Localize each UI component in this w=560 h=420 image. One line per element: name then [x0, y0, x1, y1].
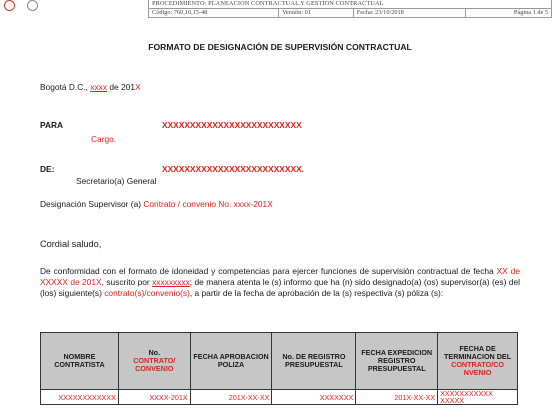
seal-icon — [4, 0, 15, 11]
date-day-placeholder: xxxx — [90, 82, 108, 92]
de-label: DE: — [40, 164, 55, 174]
table-header-row — [41, 333, 518, 390]
body-contract-placeholder: contrato(s)/convenio(s) — [104, 288, 190, 298]
designacion-value: Contrato / convenio No. xxxx-201X — [143, 199, 273, 209]
col-header-text: FECHA EXPEDICION REGISTRO PRESUPUESTAL — [361, 348, 433, 373]
col-header-red: CONTRATO/CO NVENIO — [451, 360, 504, 377]
de-cargo: Secretario(a) General — [76, 176, 157, 186]
para-cargo: Cargo. — [91, 134, 117, 144]
body-p1: De conformidad con el formato de idoneidad y competencias para ejercer funciones de supervisión contractual de fecha — [40, 266, 497, 276]
para-value: XXXXXXXXXXXXXXXXXXXXXXXXX — [162, 120, 302, 130]
emblem-icon — [27, 0, 38, 11]
cell-fecha-poliza: 201X-XX-XX — [190, 390, 272, 405]
col-header-text: FECHA DE TERMINACION DEL — [444, 344, 512, 361]
col-header — [41, 333, 119, 390]
cell-fecha-terminacion: XXXXXXXXXXX XXXXX — [438, 390, 518, 405]
col-header — [118, 333, 190, 390]
header-procedimiento: PROCEDIMIENTO: PLANEACION CONTRACTUAL Y GESTION CONTRACTUAL — [149, 0, 552, 9]
col-header-red: CONTRATO/ CONVENIO — [133, 356, 176, 373]
col-header-text: NOMBRE CONTRATISTA — [54, 352, 105, 369]
body-date-placeholder: XX de XXXXX de 201X — [40, 266, 520, 287]
col-header-text: No. DE REGISTRO PRESUPUESTAL — [282, 352, 346, 369]
header-fecha: Fecha: 23/10/2018 — [353, 9, 466, 18]
col-header-text: No. — [148, 348, 161, 357]
body-p3: , suscrito por — [101, 277, 153, 287]
body-p7: , a partir de la fecha de aprobación de la (s) respectiva (s) póliza (s): — [189, 288, 444, 298]
cell-contrato: XXXX-201X — [118, 390, 190, 405]
body-paragraph — [40, 266, 520, 299]
designacion-line — [40, 199, 273, 209]
cell-fecha-registro: 201X-XX-XX — [356, 390, 438, 405]
table-row — [41, 390, 518, 405]
body-p5: ; de manera atenta le (s) informo que ha (n) sido designado(a) (os) supervisor(a) (es) del (los) siguiente(s) — [40, 277, 520, 298]
cell-registro: XXXXXXX — [272, 390, 356, 405]
header-version: Versión: 01 — [279, 9, 354, 18]
date-year-placeholder: X — [134, 82, 141, 92]
city: Bogotá D.C., — [40, 82, 91, 92]
header-codigo: Código: 760,10,15-48 — [149, 9, 279, 18]
supervision-table — [40, 332, 518, 405]
col-header-text: FECHA APROBACION POLIZA — [193, 352, 269, 369]
institution-logo — [4, 0, 64, 10]
body-signer-placeholder: xxxxxxxxx — [152, 277, 190, 287]
col-header — [190, 333, 272, 390]
greeting: Cordial saludo, — [40, 239, 102, 249]
document-title: FORMATO DE DESIGNACIÓN DE SUPERVISIÓN CONTRACTUAL — [148, 42, 412, 52]
date-mid: de 201 — [107, 82, 135, 92]
col-header — [272, 333, 356, 390]
document-header — [148, 0, 552, 18]
col-header — [438, 333, 518, 390]
designacion-label: Designación Supervisor (a) — [40, 199, 144, 209]
cell-contratista: XXXXXXXXXXXX — [41, 390, 119, 405]
de-value: XXXXXXXXXXXXXXXXXXXXXXXXX. — [162, 164, 304, 174]
col-header — [356, 333, 438, 390]
para-label: PARA — [40, 120, 64, 130]
header-pagina: Página 1 de 5 — [466, 9, 552, 18]
place-date-line — [40, 82, 141, 92]
